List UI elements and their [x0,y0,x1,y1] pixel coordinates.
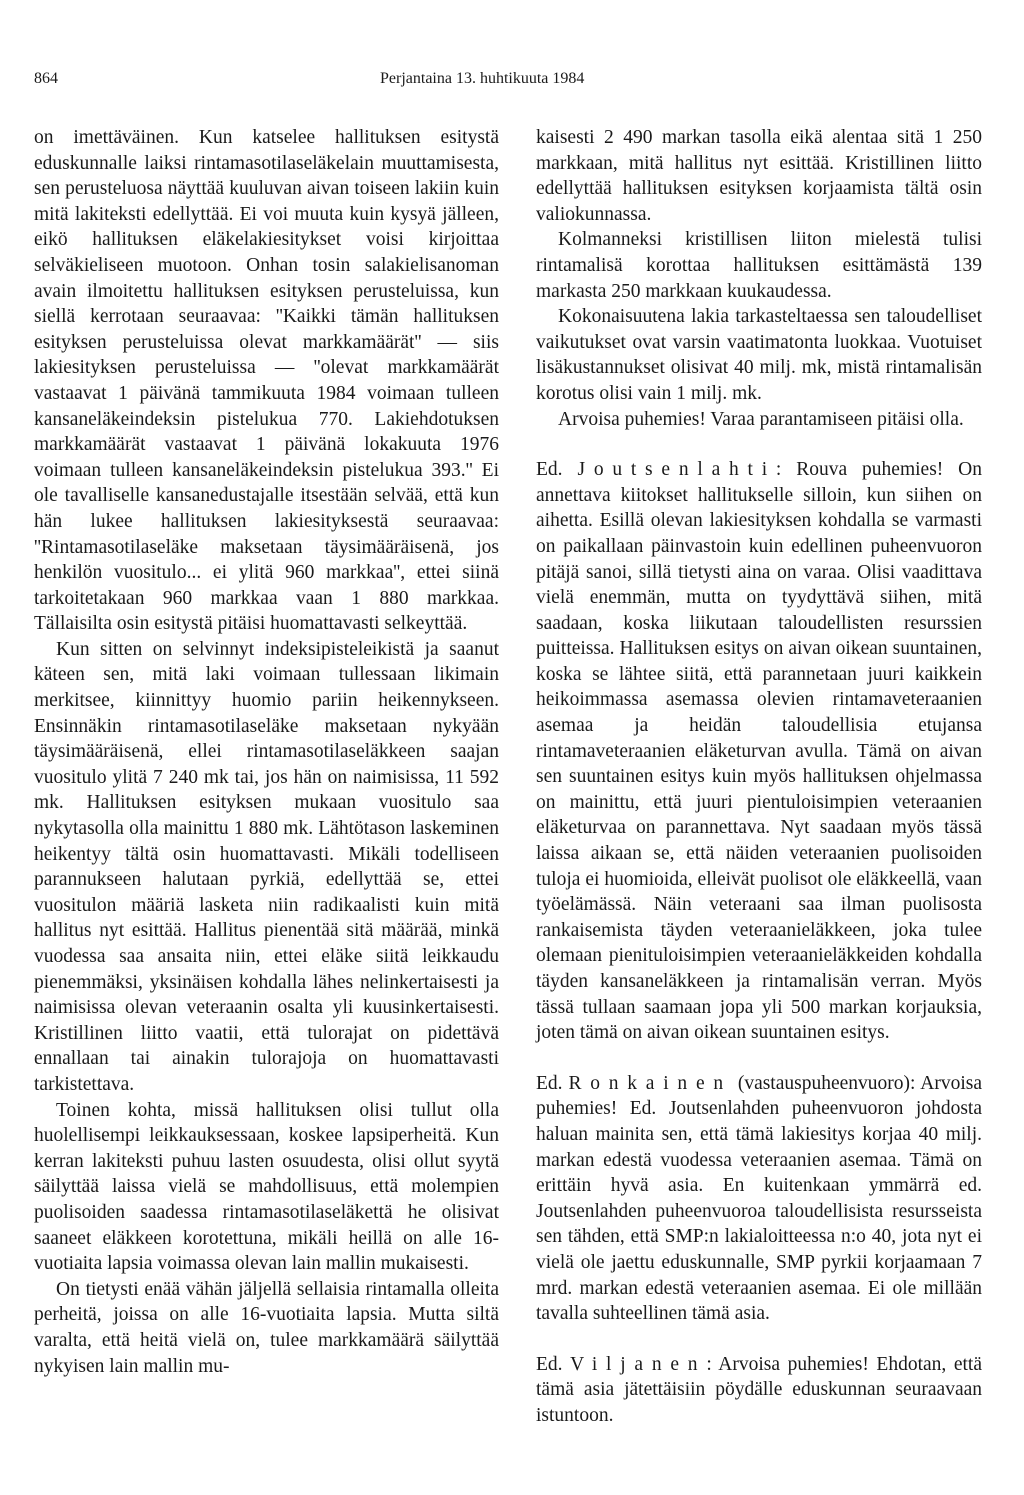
right-column [536,125,982,1429]
speech-text: : Rouva puhemies! On annettava kiitokset hallitukselle silloin, kun siihen on aihetta. Esillä olevan lakiesityksen kohdalla se varmasti on paikallaan päinvastoin kuin edellinen puheenvuoron pitäjä sanoi, sillä tietysti aina on varaa. Olisi vaadittava vielä enemmän, mutta on tyydyttävä siihen, mitä saadaan, koska liikutaan taloudellisten resurssien puitteissa. Hallituksen esitys on aivan oikean suuntainen, koska se lähtee siitä, että parannetaan juuri kaikkein heikoimmassa asemassa olevien rintamaveteraanien asemaa ja heidän taloudellisia etujansa rintamaveteraanien eläketurvan avulla. Tämä on aivan sen suuntainen esitys kuin myös hallituksen ohjelmassa on mainittu, että juuri pientuloisimpien veteraanien eläketurvaa on parannettava. Nyt saadaan myös tässä laissa aikaan se, että näiden veteraanien puolisoiden tuloja ei huomioida, elleivät puolisot ole eläkkeellä, vaan työelämässä. Näin veteraani saa ilman puolisosta rankaisemista täyden veteraanieläkkeen, joka tulee olemaan pienituloisimpien veteraanieläkkeiden kohdalla täyden kansaneläkkeen ja rintamalisän verran. Myös tässä tullaan saamaan jopa yli 500 markan korjauksia, joten tämä on aivan oikean suuntainen esitys. [536,459,983,1044]
speech-ronkainen [536,1071,982,1327]
speaker-name: Viljanen [570,1353,707,1375]
left-column [34,125,499,1379]
speaker-name: Ronkainen [568,1072,732,1094]
paragraph: Kun sitten on selvinnyt indeksipisteleikistä ja saanut käteen sen, mitä laki voimaan tullessaan likimain merkitsee, kiinnittyy huomio pariin heikennykseen. Ensinnäkin rintamasotilaseläke maksetaan nykyään täysimääräisenä, ellei rintamasotilaseläkkeen saajan vuositulo ylitä 7 240 mk tai, jos hän on naimisissa, 11 592 mk. Hallituksen esityksen mukaan vuositulo saa nykytasolla olla mainittu 1 880 mk. Lähtötason laskeminen heikentyy tältä osin huomattavasti. Mikäli todelliseen parannukseen halutaan pyrkiä, edellyttää se, ettei vuositulon määriä lasketa niin radikaalisti kuin mitä hallitus nyt esittää. Hallitus pienentää sitä määrää, minkä vuodessa saa ansaita niin, ettei eläke siitä leikkaudu pienemmäksi, yksinäisen kohdalla lähes nelinkertaisesti ja naimisissa olevan veteraanin osalta yli kuusinkertaisesti. Kristillinen liitto vaatii, että tulorajat on pidettävä ennallaan tai ainakin tulorajoja on huomattavasti tarkistettava. [34,638,499,1095]
running-head: Perjantaina 13. huhtikuuta 1984 [380,70,585,87]
speaker-prefix: Ed. [536,459,563,481]
paragraph: Arvoisa puhemies! Varaa parantamiseen pitäisi olla. [558,408,964,430]
speaker-name: Joutsenlahti [577,459,776,481]
paragraph: kaisesti 2 490 markan tasolla eikä alentaa sitä 1 250 markkaan, mitä hallitus nyt esittää. Kristillinen liitto edellyttää hallituksen esityksen korjaamista tältä osin valiokunnassa. [536,127,982,225]
paragraph: on imettäväinen. Kun katselee hallituksen esitystä eduskunnalle laiksi rintamasotilaseläkelain muuttamisesta, sen perusteluosa näyttää kuuluvan aivan toiseen lakiin kuin mitä lakiteksti edellyttää. Ei voi muuta kuin kysyä jälleen, eikö hallituksen eläkelakiesitykset voisi kirjoittaa selväkieliseen muotoon. Onhan tosin salakielisanoman avain ilmoitettu hallituksen esityksen perusteluissa, kun siellä kerrotaan seuraavaa: ''Kaikki tämän hallituksen esityksen perusteluissa olevat markkamäärät'' — siis lakiesityksen perusteluissa — ''olevat markkamäärät vastaavat 1 päivänä tammikuuta 1984 voimaan tulleen kansaneläkeindeksin pistelukua 770. Lakiehdotuksen markkamäärät vastaavat 1 päivänä lokakuuta 1976 voimaan tulleen kansaneläkeindeksin pistelukua 393.'' Ei ole tavalliselle kansanedustajalle itsestään selvää, että kun hän lukee hallituksen lakiesityksestä seuraavaa: ''Rintamasotilaseläke maksetaan täysimääräisenä, jos henkilön vuositulo... ei ylitä 960 markkaa'', ettei siinä tarkoitetakaan 960 markkaa vaan 1 880 markkaa. Tällaisilta osin esitystä pitäisi huomattavasti selkeyttää. [34,127,499,635]
paragraph: Kokonaisuutena lakia tarkasteltaessa sen taloudelliset vaikutukset ovat varsin vaatimatonta luokkaa. Vuotuiset lisäkustannukset olisivat 40 milj. mk, mistä rintamalisän korotus olisi vain 1 milj. mk. [536,306,982,404]
paragraph: On tietysti enää vähän jäljellä sellaisia rintamalla olleita perheitä, joissa on alle 16-vuotiaita lapsia. Mutta siltä varalta, että heitä vielä on, tulee markkamäärä säilyttää nykyisen lain mallin mu- [34,1278,499,1377]
speech-text: (vastauspuheenvuoro): Arvoisa puhemies! Ed. Joutsenlahden puheenvuoron johdosta haluan mainita sen, että tämä lakiesitys korjaa 40 milj. markan edestä vuodessa veteraanien asemaa. Tämä on erittäin hyvä asia. En kuitenkaan ymmärrä ed. Joutsenlahden puheenvuoroa taloudellisista resursseista sen tähden, että SMP:n lakialoitteessa n:o 40, jota nyt ei vielä ole jaettu eduskunnalle, SMP pyrkii korjaamaan 7 mrd. markan edestä veteraanien asemaa. Ei ole millään tavalla suhteellinen tämä asia. [536,1072,982,1325]
speech-joutsenlahti [536,457,982,1046]
speaker-prefix: Ed. [536,1072,563,1094]
page-number: 864 [34,70,58,87]
speech-viljanen [536,1352,982,1429]
paragraph: Kolmanneksi kristillisen liiton mielestä tulisi rintamalisä korottaa hallituksen esittämästä 139 markasta 250 markkaan kuukaudessa. [536,229,982,302]
speech-text: : Arvoisa puhemies! Ehdotan, että tämä asia jätettäisiin pöydälle eduskunnan seuraavaan istuntoon. [536,1353,983,1426]
speaker-prefix: Ed. [536,1353,563,1375]
paragraph: Toinen kohta, missä hallituksen olisi tullut olla huolellisempi leikkauksessaan, koskee lapsiperheitä. Kun kerran lakiteksti puhuu lasten osuudesta, olisi ollut syytä säilyttää laissa vielä se mahdollisuus, että molempien puolisoiden saadessa rintamasotilaseläkettä he olisivat saaneet eläkkeen korotettuna, mikäli heillä on alle 16-vuotiaita lapsia voimassa olevan lain mallin mukaisesti. [34,1099,499,1275]
